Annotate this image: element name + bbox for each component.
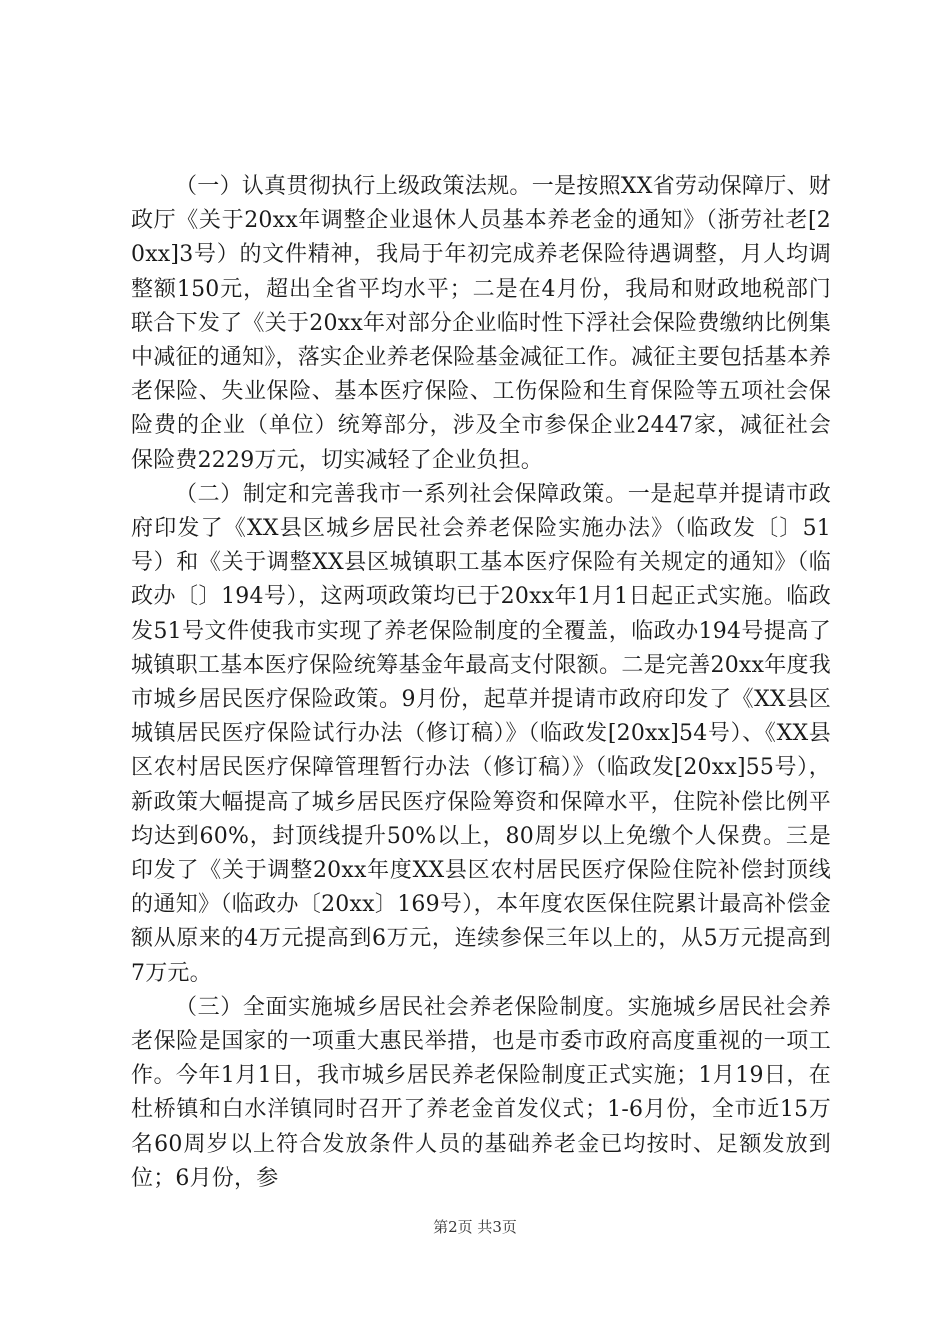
- document-body: [131, 170, 831, 1196]
- paragraph-pension-insurance: （三）全面实施城乡居民社会养老保险制度。实施城乡居民社会养老保险是国家的一项重大惠民举措，也是市委市政府高度重视的一项工作。今年1月1日，我市城乡居民养老保险制度正式实施；1月19日，在杜桥镇和白水洋镇同时召开了养老金首发仪式；1-6月份，全市近15万名60周岁以上符合发放条件人员的基础养老金已均按时、足额发放到位；6月份，参: [131, 994, 831, 1191]
- paragraph-policy-regulations: （一）认真贯彻执行上级政策法规。一是按照XX省劳动保障厅、财政厅《关于20xx年调整企业退休人员基本养老金的通知》（浙劳社老[20xx]3号）的文件精神，我局于年初完成养老保险待遇调整，月人均调整额150元，超出全省平均水平；二是在4月份，我局和财政地税部门联合下发了《关于20xx年对部分企业临时性下浮社会保险费缴纳比例集中减征的通知》，落实企业养老保险基金减征工作。减征主要包括基本养老保险、失业保险、基本医疗保险、工伤保险和生育保险等五项社会保险费的企业（单位）统筹部分，涉及全市参保企业2447家，减征社会保险费2229万元，切实减轻了企业负担。: [131, 174, 831, 473]
- paragraph-social-security-policies: （二）制定和完善我市一系列社会保障政策。一是起草并提请市政府印发了《XX县区城乡居民社会养老保险实施办法》（临政发〔〕51号）和《关于调整XX县区城镇职工基本医疗保险有关规定的通知》（临政办〔〕194号），这两项政策均已于20xx年1月1日起正式实施。临政发51号文件使我市实现了养老保险制度的全覆盖，临政办194号提高了城镇职工基本医疗保险统筹基金年最高支付限额。二是完善20xx年度我市城乡居民医疗保险政策。9月份，起草并提请市政府印发了《XX县区城镇居民医疗保险试行办法（修订稿）》（临政发[20xx]54号）、《XX县区农村居民医疗保障管理暂行办法（修订稿）》（临政发[20xx]55号），新政策大幅提高了城乡居民医疗保险筹资和保障水平，住院补偿比例平均达到60%，封顶线提升50%以上，80周岁以上免缴个人保费。三是印发了《关于调整20xx年度XX县区农村居民医疗保险住院补偿封顶线的通知》（临政办〔20xx〕169号），本年度农医保住院累计最高补偿金额从原来的4万元提高到6万元，连续参保三年以上的，从5万元提高到7万元。: [131, 481, 831, 986]
- page-number-footer: 第2页 共3页: [433, 1218, 517, 1236]
